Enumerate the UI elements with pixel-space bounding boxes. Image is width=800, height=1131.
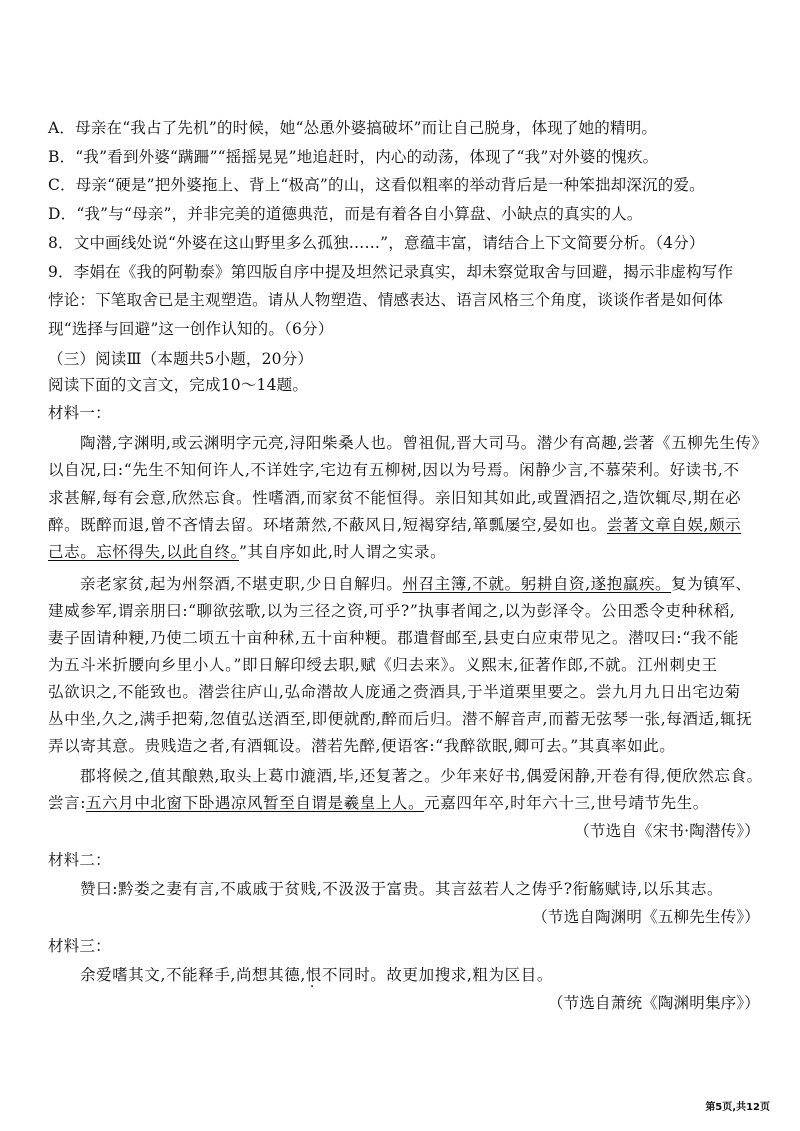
m1-line (48, 541, 760, 563)
m1-line: 丛中坐,久之,满手把菊,忽值弘送酒至,即便就酌,醉而后归。潜不解音声,而蓄无弦琴一张,每酒适,辄抚 (48, 710, 753, 728)
m1-line: 陶潜,字渊明,或云渊明字元亮,浔阳柴桑人也。曾祖侃,晋大司马。潜少有高趣,尝著《五柳先生传》 (80, 434, 768, 452)
m2-text: 赞曰:黔娄之妻有言,不戚戚于贫贱,不汲汲于富贵。其言兹若人之俦乎?衔觞赋诗,以乐其志。 (80, 880, 724, 898)
dotted-character: 恨 (305, 966, 322, 984)
m3-text-b: 不同时。故更加搜求,粗为区目。 (322, 966, 553, 984)
m1-line: 建威参军,谓亲朋曰:“聊欲弦歌,以为三径之资,可乎?”执事者闻之,以为彭泽令。公田悉令吏种秫稻, (48, 602, 736, 620)
m1-line: 妻子固请种粳,乃使二顷五十亩种秫,五十亩种粳。郡遣督邮至,县吏白应束带见之。潜叹曰:“我不能 (48, 629, 740, 647)
material-3-label: 材料三： (48, 937, 111, 955)
m1-text: 亲老家贫,起为州祭酒,不堪吏职,少日自解归。 (80, 575, 403, 593)
m1-line: 为五斗米折腰向乡里小人。”即日解印绶去职,赋《归去来》。义熙末,征著作郎,不就。江州刺史王 (48, 656, 718, 674)
material-1-source: （节选自《宋书·陶潜传》） (574, 822, 760, 840)
question-8: 8．文中画线处说“外婆在这山野里多么孤独……”，意蕴丰富，请结合上下文简要分析。（4分） (48, 234, 705, 252)
m3-text-a: 余爱嗜其文,不能释手,尚想其德, (80, 966, 306, 984)
underlined-sentence: 五六月中北窗下卧遇凉风暂至自谓是羲皇上人。 (86, 794, 425, 812)
page-number: 第5页,共12页 (705, 1102, 770, 1113)
m1-line (80, 573, 760, 595)
m1-line: 弄以寄其意。贵贱造之者,有酒辄设。潜若先醉,便语客:“我醉欲眠,卿可去。”其真率如此。 (48, 737, 676, 755)
m1-line: 以自况,曰:“先生不知何许人,不详姓字,宅边有五柳树,因以为号焉。闲静少言,不慕荣利。好读书,不 (48, 461, 740, 479)
material-1-label: 材料一： (48, 404, 111, 422)
m1-line: 求甚解,每有会意,欣然忘食。性嗜酒,而家贫不能恒得。亲旧知其如此,或置酒招之,造饮辄尽,期在必 (48, 489, 742, 507)
material-3-source: （节选自萧统《陶渊明集序》） (547, 994, 760, 1012)
underlined-sentence: 己志。忘怀得失,以此自终。 (48, 543, 239, 561)
underlined-sentence: 州召主簿,不就。 (402, 575, 521, 593)
m1-line (48, 792, 760, 814)
m3-text (80, 964, 760, 986)
m1-text: 复为镇军、 (671, 575, 752, 593)
question-9-line2: 悖论：下笔取舍已是主观塑造。请从人物塑造、情感表达、语言风格三个角度，谈谈作者是如何体 (48, 291, 724, 309)
underlined-sentence: 躬耕自资,遂抱羸疾。 (520, 575, 672, 593)
section-instruction: 阅读下面的文言文，完成10～14题。 (48, 376, 309, 394)
section-heading: （三）阅读Ⅲ（本题共5小题，20分） (48, 350, 314, 368)
m1-text: 尝言: (48, 794, 87, 812)
m1-text: 元嘉四年卒,时年六十三,世号靖节先生。 (424, 794, 709, 812)
option-a: A．母亲在“我占了先机”的时候，她“怂恿外婆搞破坏”而让自己脱身，体现了她的精明。 (48, 119, 658, 137)
option-c: C．母亲“硬是”把外婆拖上、背上“极高”的山，这看似粗率的举动背后是一种笨拙却深沉的爱。 (48, 176, 705, 194)
option-b: B．“我”看到外婆“蹒跚”“摇摇晃晃”地追赶时，内心的动荡，体现了“我”对外婆的愧疚。 (48, 148, 659, 166)
m1-text: 醉。既醉而退,曾不吝情去留。环堵萧然,不蔽风日,短褐穿结,箪瓢屡空,晏如也。 (48, 516, 607, 534)
question-9-line1: 9．李娟在《我的阿勒泰》第四版自序中提及坦然记录真实，却未察觉取舍与回避，揭示非虚构写作 (48, 263, 734, 281)
m1-line: 弘欲识之,不能致也。潜尝往庐山,弘命潜故人庞通之赍酒具,于半道栗里要之。尝九月九日出宅边菊 (48, 683, 741, 701)
m1-line (48, 514, 760, 536)
material-2-source: （节选自陶渊明《五柳先生传》） (532, 908, 760, 926)
underlined-sentence: 尝著文章自娱,颇示 (606, 516, 742, 534)
material-2-label: 材料二： (48, 851, 111, 869)
m1-text: ”其自序如此,时人谓之实录。 (238, 543, 447, 561)
option-d: D．“我”与“母亲”，并非完美的道德典范，而是有着各自小算盘、小缺点的真实的人。 (48, 205, 643, 223)
question-9-line3: 现“选择与回避”这一创作认知的。（6分） (48, 320, 334, 338)
m1-line: 郡将候之,值其酿熟,取头上葛巾漉酒,毕,还复著之。少年来好书,偶爱闲静,开卷有得,便欣然忘食。 (80, 767, 763, 785)
